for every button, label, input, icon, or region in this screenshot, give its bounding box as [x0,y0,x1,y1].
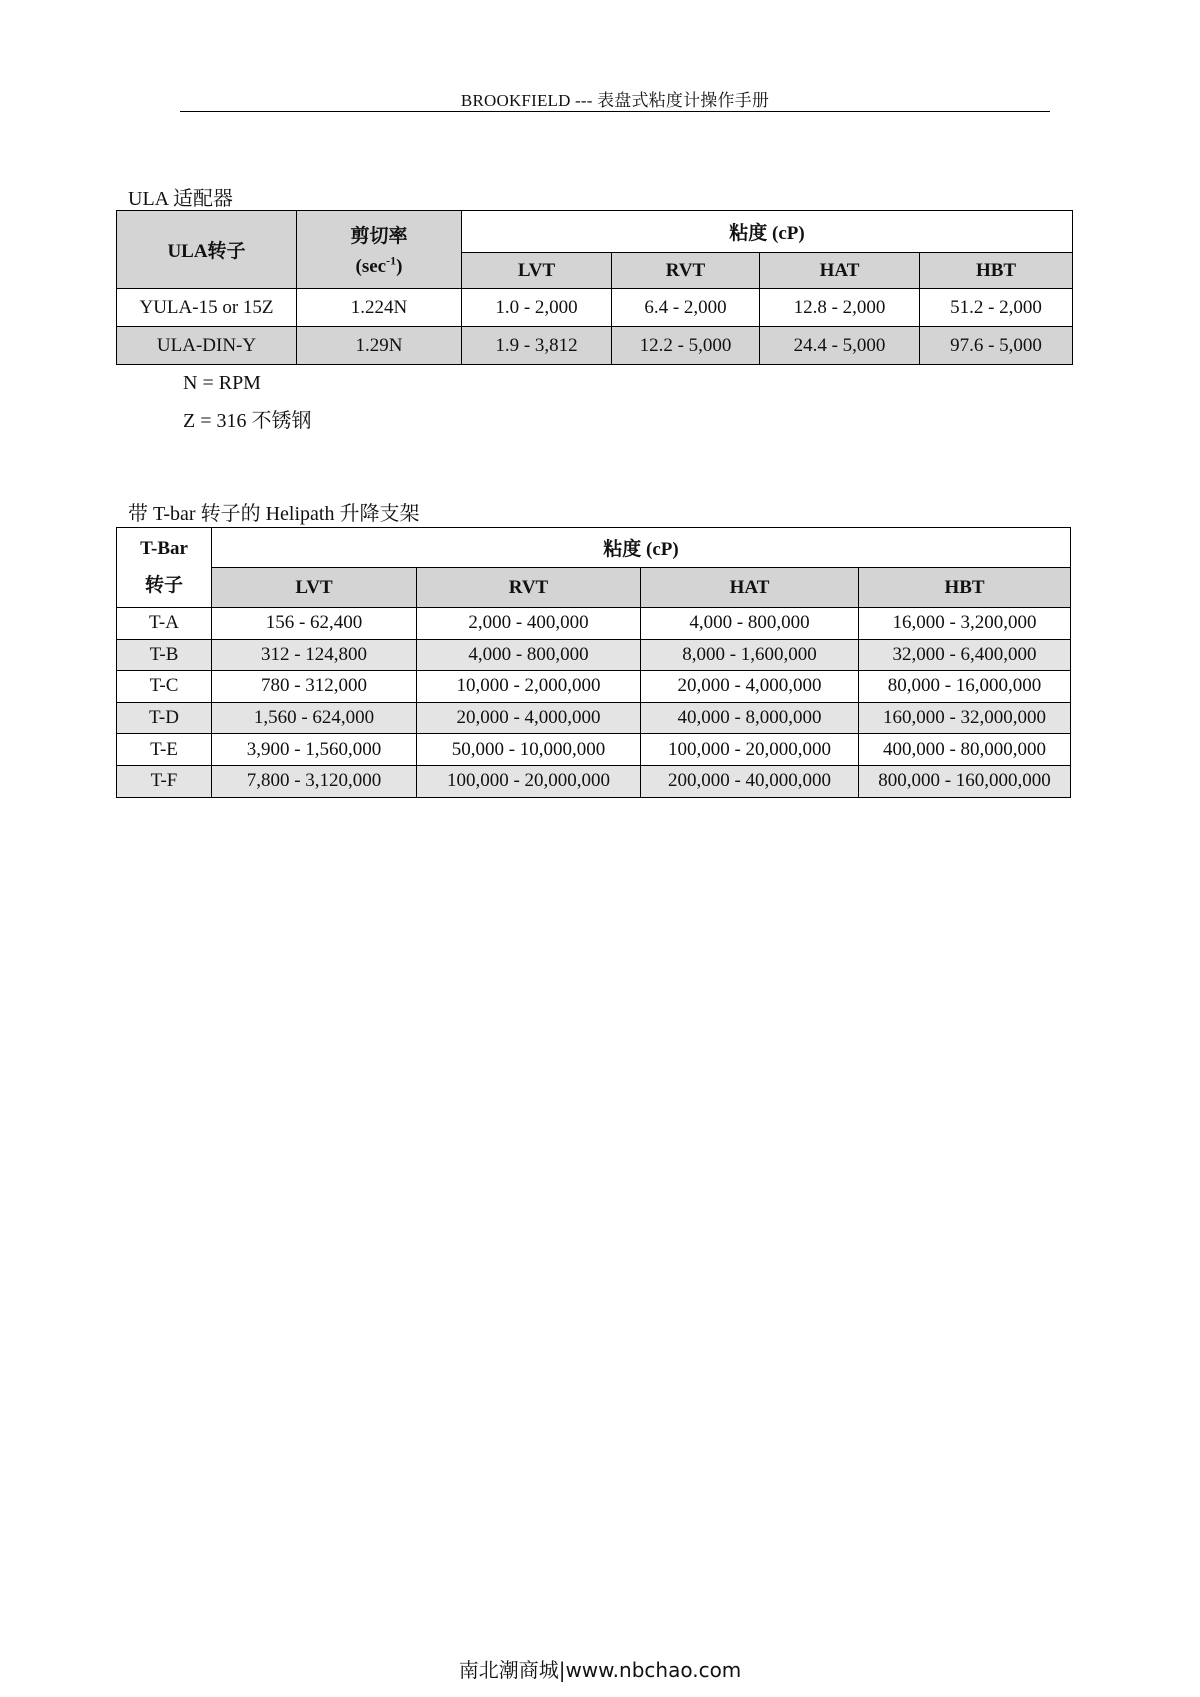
tbar-header-spindle-line1: T-Bar [140,538,188,559]
tbar-cell-value: 32,000 - 6,400,000 [859,639,1071,671]
tbar-cell-value: 100,000 - 20,000,000 [641,734,859,766]
ula-cell-value: 6.4 - 2,000 [612,289,760,327]
tbar-cell-value: 8,000 - 1,600,000 [641,639,859,671]
ula-cell-value: 1.9 - 3,812 [462,327,612,365]
table-row [117,289,1073,327]
tbar-table [116,527,1071,798]
tbar-cell-value: 200,000 - 40,000,000 [641,765,859,797]
tbar-cell-spindle: T-E [117,734,212,766]
tbar-caption: 带 T-bar 转子的 Helipath 升降支架 [128,503,420,525]
tbar-cell-value: 40,000 - 8,000,000 [641,702,859,734]
tbar-cell-value: 156 - 62,400 [212,608,417,640]
tbar-cell-value: 3,900 - 1,560,000 [212,734,417,766]
tbar-cell-value: 800,000 - 160,000,000 [859,765,1071,797]
tbar-cell-value: 50,000 - 10,000,000 [417,734,641,766]
table-row [117,702,1071,734]
ula-header-shear-label: 剪切率 [350,226,408,247]
tbar-cell-value: 1,560 - 624,000 [212,702,417,734]
page-footer: 南北潮商城|www.nbchao.com [458,1658,742,1682]
ula-table [116,210,1073,365]
tbar-cell-value: 20,000 - 4,000,000 [641,671,859,703]
ula-cell-value: 97.6 - 5,000 [920,327,1073,365]
ula-cell-shear: 1.29N [297,327,462,365]
table-row [117,327,1073,365]
tbar-header-model: LVT [212,568,417,608]
tbar-cell-spindle: T-D [117,702,212,734]
ula-header-spindle: ULA转子 [117,211,297,289]
ula-cell-value: 24.4 - 5,000 [760,327,920,365]
ula-header-model: HBT [920,253,1073,289]
ula-header-shear-unit: $(\sec^{-1})$ [355,253,403,277]
ula-header-model: HAT [760,253,920,289]
tbar-header-spindle [117,528,212,608]
tbar-cell-value: 4,000 - 800,000 [641,608,859,640]
tbar-cell-value: 2,000 - 400,000 [417,608,641,640]
tbar-cell-value: 4,000 - 800,000 [417,639,641,671]
tbar-cell-value: 780 - 312,000 [212,671,417,703]
tbar-cell-value: 312 - 124,800 [212,639,417,671]
ula-cell-spindle: YULA-15 or 15Z [117,289,297,327]
tbar-cell-value: 20,000 - 4,000,000 [417,702,641,734]
tbar-cell-spindle: T-A [117,608,212,640]
ula-header-model: RVT [612,253,760,289]
ula-cell-value: 12.2 - 5,000 [612,327,760,365]
table-row [117,734,1071,766]
ula-cell-value: 51.2 - 2,000 [920,289,1073,327]
tbar-cell-value: 16,000 - 3,200,000 [859,608,1071,640]
table-row [117,765,1071,797]
tbar-cell-value: 100,000 - 20,000,000 [417,765,641,797]
ula-header-shear [297,211,462,289]
ula-cell-spindle: ULA-DIN-Y [117,327,297,365]
ula-header-model: LVT [462,253,612,289]
table-row [117,608,1071,640]
tbar-header-model: RVT [417,568,641,608]
table-row [117,671,1071,703]
ula-cell-value: 1.0 - 2,000 [462,289,612,327]
tbar-cell-spindle: T-C [117,671,212,703]
ula-header-viscosity: 粘度 (cP) [462,211,1073,253]
table-row [117,639,1071,671]
page-header-title: BROOKFIELD --- 表盘式粘度计操作手册 [460,91,770,110]
tbar-header-viscosity: 粘度 (cP) [212,528,1071,568]
tbar-header-spindle-line2: 转子 [144,575,183,596]
tbar-cell-value: 10,000 - 2,000,000 [417,671,641,703]
tbar-cell-value: 160,000 - 32,000,000 [859,702,1071,734]
ula-cell-value: 12.8 - 2,000 [760,289,920,327]
tbar-header-model: HBT [859,568,1071,608]
ula-caption: ULA 适配器 [128,188,233,210]
tbar-cell-value: 400,000 - 80,000,000 [859,734,1071,766]
tbar-cell-value: 7,800 - 3,120,000 [212,765,417,797]
ula-cell-shear: 1.224N [297,289,462,327]
tbar-header-model: HAT [641,568,859,608]
ula-note: Z = 316 不锈钢 [183,410,312,432]
tbar-cell-spindle: T-F [117,765,212,797]
tbar-cell-spindle: T-B [117,639,212,671]
ula-note: N = RPM [183,372,261,394]
header-rule [180,111,1050,112]
tbar-cell-value: 80,000 - 16,000,000 [859,671,1071,703]
